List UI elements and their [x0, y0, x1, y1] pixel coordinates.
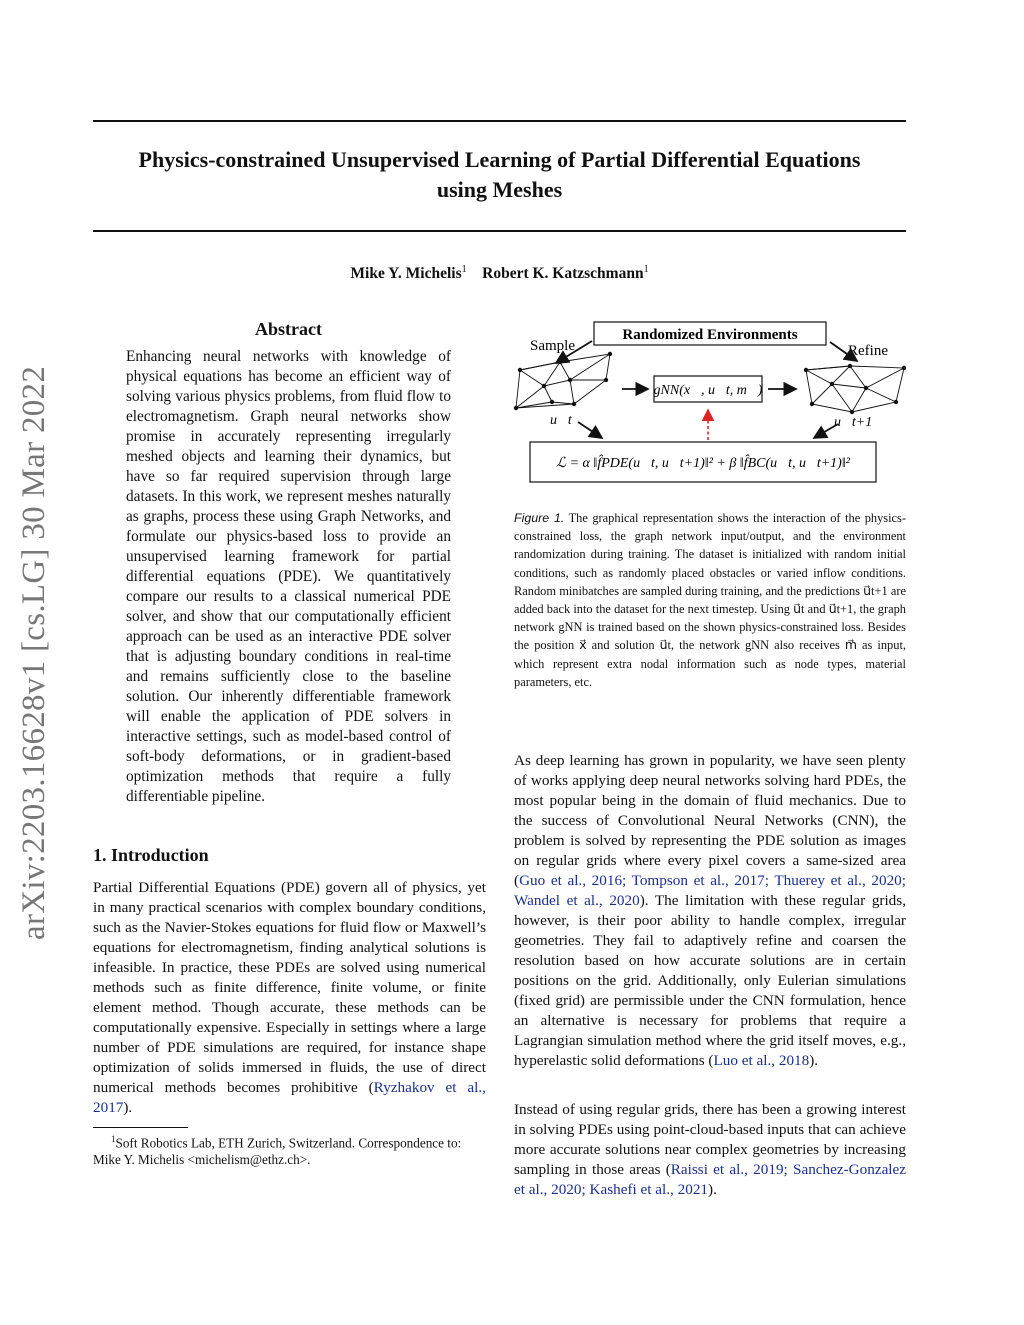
author-2-affil: 1	[643, 264, 649, 275]
right-p1-citation-2[interactable]: Luo et al., 2018	[713, 1052, 810, 1069]
author-1-affil: 1	[461, 264, 467, 275]
input-mesh-graph	[516, 354, 610, 408]
author-1: Mike Y. Michelis	[350, 265, 462, 283]
intro-citation-link[interactable]: Ryzhakov et al., 2017	[93, 1079, 486, 1116]
author-2: Robert K. Katzschmann	[482, 265, 644, 283]
randomized-environments-label: Randomized Environments	[622, 327, 798, 343]
right-p2-text-b: ).	[708, 1181, 717, 1198]
right-paragraph-1	[514, 751, 906, 1071]
footnote-rule	[93, 1127, 188, 1128]
abstract-heading: Abstract	[255, 319, 322, 339]
title-bottom-rule	[93, 230, 906, 232]
ut-label: u⃗t	[550, 413, 572, 428]
title-line-1: Physics-constrained Unsupervised Learning of Partial Differential Equations	[138, 147, 861, 172]
arxiv-stamp: arXiv:2203.16628v1 [cs.LG] 30 Mar 2022	[16, 365, 52, 940]
paper-title	[93, 145, 906, 205]
right-p2-citation[interactable]: Raissi et al., 2019; Sanchez-Gonzalez et al., 2020; Kashefi et al., 2021	[514, 1161, 907, 1198]
intro-paragraph	[93, 878, 486, 1118]
output-mesh-graph	[806, 366, 904, 412]
footnote-text: Soft Robotics Lab, ETH Zurich, Switzerland. Correspondence to: Mike Y. Michelis <michelism@ethz.ch>.	[93, 1135, 462, 1168]
sample-label: Sample	[530, 338, 575, 354]
loss-formula: ℒ = α ‖f̂PDE(u⃗t, u⃗t+1)‖² + β ‖f̂BC(u⃗t, u⃗t+1)‖²	[556, 456, 850, 471]
ut-to-loss-arrow	[578, 422, 602, 438]
intro-text: Partial Differential Equations (PDE) govern all of physics, yet in many practical scenarios with complex boundary conditions, such as the Navier-Stokes equations for fluid flow or Maxwell’s equations for electromagnetism, finding analytical solutions is infeasible. In practice, these PDEs are solved using numerical methods such as finite difference, finite volume, or finite element method. Though accurate, these methods can be computationally expensive. Especially in settings where a large number of PDE simulations are required, for instance shape optimization of solids immersed in fluids, the use of direct numerical methods becomes prohibitive (	[93, 879, 486, 1096]
intro-text-end: ).	[123, 1099, 133, 1116]
right-p1-text-c: ).	[809, 1052, 819, 1069]
right-p1-text-b: ). The limitation with these regular grids, however, is their poor ability to handle complex, irregular geometries. They fail to adaptively refine and coarsen the resolution based on how accurate solutions are in certain positions on the grid. Additionally, only Eulerian simulations (fixed grid) are permissible under the CNN formulation, hence an alternative is necessary for problems that require a Lagrangian simulation method where the grid itself moves, e.g., hyperelastic solid deformations (	[514, 892, 906, 1069]
intro-heading: 1. Introduction	[93, 845, 209, 865]
right-paragraph-2	[514, 1100, 906, 1200]
footnote	[93, 1131, 486, 1168]
top-rule	[93, 120, 906, 122]
ut1-label: u⃗t+1	[834, 415, 873, 430]
author-list	[93, 264, 906, 283]
caption-text: The graphical representation shows the interaction of the physics-constrained loss, the graph network input/output, and the environment randomization during training. The dataset is initialized with random initial conditions, such as randomly placed obstacles or varied inflow conditions. Random minibatches are sampled during training, and the predictions u⃗t+1 are added back into the dataset for the next timestep. Using u⃗t and u⃗t+1, the graph network gNN is trained based on the shown physics-constrained loss. Besides the position x⃗ and solution u⃗t, the network gNN also receives m⃗ as input, which represent extra nodal information such as node types, material parameters, etc.	[514, 511, 906, 689]
gnn-label: gNN(x⃗, u⃗t, m⃗)	[653, 383, 763, 398]
right-p1-citation-1[interactable]: Guo et al., 2016; Tompson et al., 2017; Thuerey et al., 2020; Wandel et al., 2020	[514, 872, 906, 909]
right-p2-text-a: Instead of using regular grids, there has been a growing interest in solving PDEs using point-cloud-based inputs that can achieve more accurate solutions near complex geometries by increasing sampling in those areas (	[514, 1101, 906, 1178]
figure-1-diagram	[512, 318, 906, 493]
caption-label: Figure 1.	[514, 511, 565, 525]
right-p1-text-a: As deep learning has grown in popularity, we have seen plenty of works applying deep neural networks solving hard PDEs, the most popular being in the domain of fluid mechanics. Due to the success of Convolutional Neural Networks (CNN), the problem is solved by representing the PDE solution as images on regular grids where every pixel covers a same-sized area (	[514, 752, 906, 889]
ut1-to-loss-arrow	[814, 424, 838, 438]
title-line-2: using Meshes	[436, 177, 563, 202]
refine-label: Refine	[848, 343, 888, 359]
input-mesh-nodes	[514, 352, 612, 410]
footnote-mark: 1	[111, 1134, 116, 1144]
abstract-text: Enhancing neural networks with knowledge of physical equations has become an efficient way of solving various physics problems, from fluid flow to electromagnetism. Graph neural networks show promise in accurately representing irregularly meshed objects and learning their dynamics, but have so far required supervision through large datasets. In this work, we represent meshes naturally as graphs, process these using Graph Networks, and formulate our physics-based loss to provide an unsupervised learning framework for partial differential equations (PDE). We quantitatively compare our results to a classical numerical PDE solver, and show that our computationally efficient approach can be used as an interactive PDE solver that is adjusting boundary conditions in real-time and remains sufficiently close to the baseline solution. Our inherently differentiable framework will enable the application of PDE solvers in interactive settings, such as model-based control of soft-body deformations, or in gradient-based optimization methods that require a fully differentiable pipeline.	[126, 348, 451, 805]
figure-1-caption	[514, 509, 906, 691]
